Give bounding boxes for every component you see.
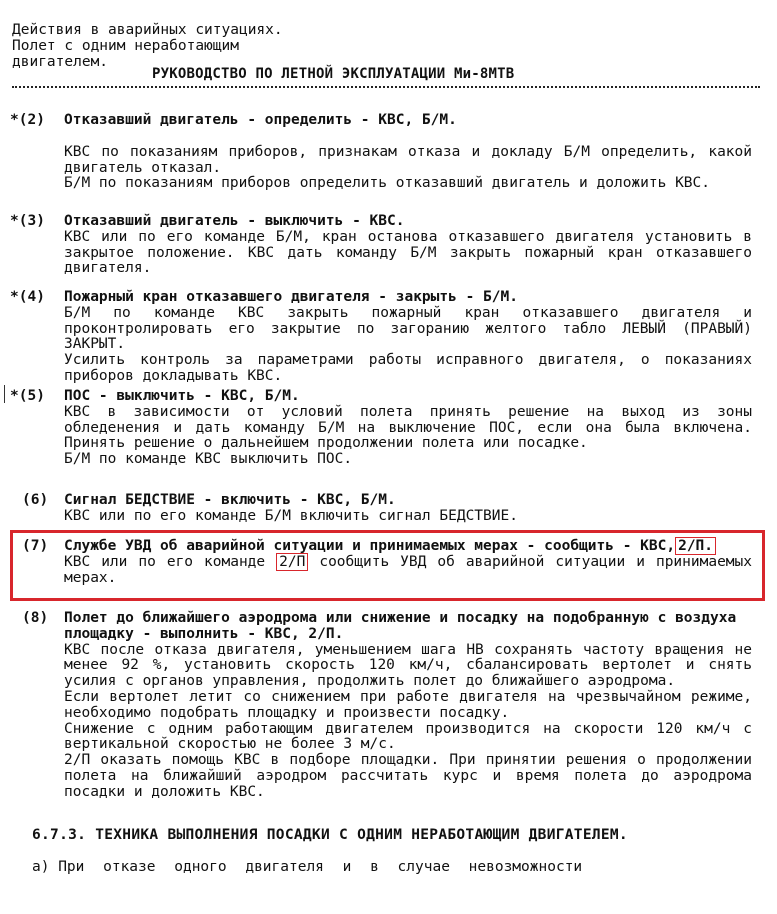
item-number: (8) [22,610,49,626]
item-paragraph: КВС после отказа двигателя, уменьшением шага НВ сохранять частоту вращения не менее 92 %, установить скорость 120 км/ч, сбалансировать вертолет и снять усилия с органов управления, продолжить полет до ближайшего аэродрома. [64,641,752,690]
item-paragraph: Снижение с одним работающим двигателем производится на скорости 120 км/ч с вертикальной скоростью не более 3 м/с. [64,720,752,753]
item-heading: Отказавший двигатель - определить - КВС, Б/М. [64,112,457,128]
subsection-title: 6.7.3. ТЕХНИКА ВЫПОЛНЕНИЯ ПОСАДКИ С ОДНИМ НЕРАБОТАЮЩИМ ДВИГАТЕЛЕМ. [32,827,628,843]
item-number: (7) [22,538,49,554]
header-divider [12,86,760,88]
header-line: Полет с одним неработающим [12,38,239,54]
item-paragraph: Б/М по команде КВС выключить ПОС. [64,451,353,468]
item-number: *(2) [10,112,45,128]
item-heading: Отказавший двигатель - выключить - КВС. [64,213,405,229]
subsection-paragraph [32,859,582,875]
item-heading: ПОС - выключить - КВС, Б/М. [64,388,300,404]
item-number: (6) [22,492,49,508]
item-heading: Пожарный кран отказавшего двигателя - закрыть - Б/М. [64,289,518,305]
section-header [12,22,283,70]
copilot-highlight: 2/П [276,553,308,571]
item-paragraph: Усилить контроль за параметрами работы исправного двигателя, о показаниях приборов докладывать КВС. [64,352,752,384]
item-paragraph: 2/П оказать помощь КВС в подборе площадки. При принятии решения о продолжении полета на ближайший аэродром рассчитать курс и время полета до аэродрома посадки и доложить КВС. [64,752,752,800]
list-marker: а) [32,859,50,875]
item-paragraph: КВС или по его команде Б/М включить сигнал БЕДСТВИЕ. [64,507,518,524]
item-heading: Службе УВД об аварийной ситуации и принимаемых мерах - сообщить - КВС, 2/П. [64,539,752,555]
item-paragraph: Б/М по команде КВС закрыть пожарный кран отказавшего двигателя и проконтролировать его закрытие по загоранию желтого табло ЛЕВЫЙ (ПРАВЫЙ) ЗАКРЫТ. [64,304,752,353]
item-paragraph: Б/М по показаниям приборов определить отказавший двигатель и доложить КВС. [64,175,711,192]
item-paragraph: Если вертолет летит со снижением при работе двигателя на чрезвычайном режиме, необходимо подобрать площадку и произвести посадку. [64,688,752,721]
item-number: *(5) [10,388,45,404]
item-paragraph: КВС в зависимости от условий полета принять решение на выход из зоны обледенения и дать команду Б/М на выключение ПОС, если она была включена. Принять решение о дальнейшем продолжении полета или посадке. [64,403,752,452]
item-number: *(3) [10,213,45,229]
item-heading: Полет до ближайшего аэродрома или снижение и посадку на подобранную с воздуха площадку - выполнить - КВС, 2/П. [64,610,737,642]
item-heading: Сигнал БЕДСТВИЕ - включить - КВС, Б/М. [64,492,396,508]
header-line: двигателем. [12,54,109,70]
item-paragraph: КВС или по его команде 2/П сообщить УВД об аварийной ситуации и принимаемых мерах. [64,553,752,586]
paragraph-text: При отказе одного двигателя и в случае невозможности [58,859,583,875]
copilot-highlight: 2/П. [675,537,716,555]
revision-bar [4,385,5,403]
item-number: *(4) [10,289,45,305]
manual-title: РУКОВОДСТВО ПО ЛЕТНОЙ ЭКСПЛУАТАЦИИ Ми-8МТВ [152,66,515,82]
item-paragraph: КВС или по его команде Б/М, кран останова отказавшего двигателя установить в закрытое положение. КВС дать команду Б/М закрыть пожарный кран отказавшего двигателя. [64,228,752,277]
header-line: Действия в аварийных ситуациях. [12,22,283,38]
item-paragraph: КВС по показаниям приборов, признакам отказа и докладу Б/М определить, какой двигатель отказал. [64,143,752,176]
